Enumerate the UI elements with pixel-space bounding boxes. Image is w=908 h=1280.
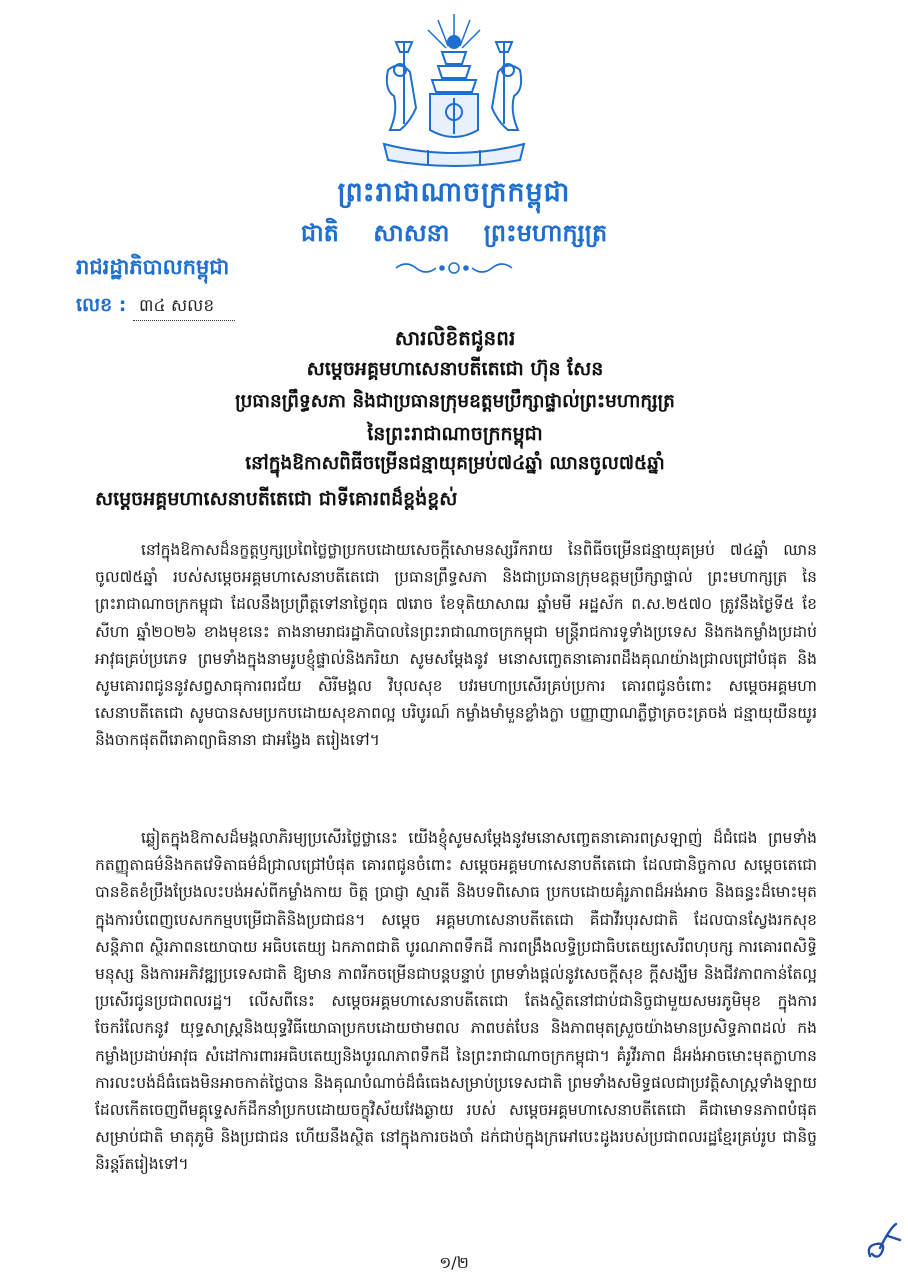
kingdom-name: ព្រះរាជាណាចក្រកម្ពុជា bbox=[337, 177, 571, 208]
government-name: រាជរដ្ឋាភិបាលកម្ពុជា bbox=[76, 255, 230, 279]
salutation: សម្តេចអគ្គមហាសេនាបតីតេជោ ជាទីគោរពដ៏ខ្ពង់ខ្ពស់ bbox=[95, 488, 458, 510]
reference-line bbox=[76, 293, 235, 321]
ornament-divider-icon bbox=[392, 258, 516, 278]
recipient-position: ប្រធានព្រឹទ្ធសភា និងជាប្រធានក្រុមឧត្តមប្រឹក្សាផ្ទាល់ព្រះមហាក្សត្រ bbox=[235, 391, 675, 412]
recipient-name: សម្តេចអគ្គមហាសេនាបតីតេជោ ហ៊ុន សែន bbox=[306, 358, 604, 380]
letter-title: សារលិខិតជូនពរ bbox=[394, 326, 516, 350]
reference-number: ៣៤ សលខ bbox=[133, 295, 235, 321]
occasion-line: នៅក្នុងឱកាសពិធីចម្រើនជន្មាយុគម្រប់៧៤ឆ្នាំ ឈានចូល៧៥ឆ្នាំ bbox=[245, 453, 665, 474]
reference-label: លេខ : bbox=[76, 294, 127, 316]
national-motto: ជាតិ សាសនា ព្រះមហាក្សត្រ bbox=[300, 219, 608, 247]
body-paragraph-1: នៅក្នុងឱកាសដ៏នក្ខត្តឫក្សប្រពៃថ្លៃថ្លាប្រកបដោយសេចក្តីសោមនស្សរីករាយ នៃពិធីចម្រើនជន្មាយុគម្រប់ ៧៤ឆ្នាំ ឈានចូល៧៥ឆ្នាំ របស់សម្តេចអគ្គមហាសេនាបតីតេជោ ប្រធានព្រឹទ្ធសភា និងជាប្រធានក្រុមឧត្តមប្រឹក្សាផ្ទាល់ ព្រះមហាក្សត្រ នៃព្រះរាជាណាចក្រកម្ពុជា ដែលនឹងប្រព្រឹត្តទៅនាថ្ងៃពុធ ៧រោច ខែទុតិយាសាឍ ឆ្នាំមមី អដ្ឋស័ក ព.ស.២៥៧០ ត្រូវនឹងថ្ងៃទី៥ ខែសីហា ឆ្នាំ២០២៦ ខាងមុខនេះ តាងនាមរាជរដ្ឋាភិបាលនៃព្រះរាជាណាចក្រកម្ពុជា មន្ត្រីរាជការទូទាំងប្រទេស និងកងកម្លាំងប្រដាប់អាវុធគ្រប់ប្រភេទ ព្រមទាំងក្នុងនាមរូបខ្ញុំផ្ទាល់និងភរិយា សូមសម្តែងនូវ មនោសញ្ចេតនាគោរពដឹងគុណយ៉ាងជ្រាលជ្រៅបំផុត និងសូមគោរពជូននូវសព្វសាធុការពរជ័យ សិរីមង្គល វិបុលសុខ បវរមហាប្រសើរគ្រប់ប្រការ គោរពជូនចំពោះ សម្តេចអគ្គមហាសេនាបតីតេជោ សូមបានសមប្រកបដោយសុខភាពល្អ បរិបូរណ៍ កម្លាំងមាំមួនខ្លាំងក្លា បញ្ញាញាណភ្លឺថ្លាត្រចះត្រចង់ ជន្មាយុយឺនយូរ និងចាកផុតពីរោគាព្យាធិនានា ជាអង្វែង តរៀងទៅ។ bbox=[95, 541, 817, 750]
body-paragraph-2: ឆ្លៀតក្នុងឱកាសដ៏មង្គលាភិរម្យប្រសើរថ្លៃថ្លានេះ យើងខ្ញុំសូមសម្តែងនូវមនោសញ្ចេតនាគោរពស្រឡាញ់ ដ៏ជំជេង ព្រមទាំងកតញ្ញុតាធម៌និងកតវេទិតាធម៌ដ៏ជ្រាលជ្រៅបំផុត គោរពជូនចំពោះ សម្តេចអគ្គមហាសេនាបតីតេជោ ដែលជានិច្ចកាល សម្តេចតេជោ បានខិតខំប្រឹងប្រែងលះបង់អស់ពីកម្លាំងកាយ ចិត្ត ប្រាជ្ញា ស្មារតី និងបទពិសោធ ប្រកបដោយគុំរូភាពដ៏អង់អាច និងធន្ធះដ៏មោះមុត ក្នុងការបំពេញបេសកកម្មបម្រើជាតិនិងប្រជាជន។ សម្តេច អគ្គមហាសេនាបតីតេជោ គឺជាវីរបុរសជាតិ ដែលបានស្វែងរកសុខសន្តិភាព ស្ថិរភាពនយោបាយ អធិបតេយ្យ ឯកភាពជាតិ បូរណភាពទឹកដី ការពង្រឹងលទ្ធិប្រជាធិបតេយ្យសេរីពហុបក្ស ការគោរពសិទ្ធិមនុស្ស និងការអភិវឌ្ឍប្រទេសជាតិ ឱ្យមាន ភាពរីកចម្រើនជាបន្តបន្ទាប់ ព្រមទាំងផ្តល់នូវសេចក្តីសុខ ក្តីសង្ឃឹម និងជីវភាពកាន់តែល្អប្រសើរជូនប្រជាពលរដ្ឋ។ លើសពីនេះ សម្តេចអគ្គមហាសេនាបតីតេជោ តែងស្ថិតនៅជាប់ជានិច្ចជាមួយសមរភូមិមុខ ក្នុងការចែករំលែកនូវ យុទ្ធសាស្ត្រនិងយុទ្ធវិធីយោធាប្រកបដោយថាមពល ភាពបត់បែន និងភាពមុតស្រួចយ៉ាងមានប្រសិទ្ធភាពដល់ កងកម្លាំងប្រដាប់អាវុធ សំដៅការពារអធិបតេយ្យនិងបូរណភាពទឹកដី នៃព្រះរាជាណាចក្រកម្ពុជា។ គំរូវីរភាព ដ៏អង់អាចមោះមុតក្លាហាន ការលះបង់ដ៏ធំធេងមិនអាចកាត់ថ្លៃបាន និងគុណបំណាច់ដ៏ធំធេងសម្រាប់ប្រទេសជាតិ ព្រមទាំងសមិទ្ធផលជាប្រវត្តិសាស្ត្រទាំងឡាយ ដែលកើតចេញពីមគ្គុទ្ទេសក៍ដឹកនាំប្រកបដោយចក្ខុវិស័យវែងឆ្ងាយ របស់ សម្តេចអគ្គមហាសេនាបតីតេជោ គឺជាមោទនភាពបំផុតសម្រាប់ជាតិ មាតុភូមិ និងប្រជាជន ហើយនឹងស្ថិត នៅក្នុងការចងចាំ ដក់ជាប់ក្នុងក្រអៅបេះដូងរបស់ប្រជាពលរដ្ឋខ្មែរគ្រប់រូប ជានិច្ចនិរន្តរ៍តរៀងទៅ។ bbox=[95, 829, 817, 1174]
recipient-kingdom: នៃព្រះរាជាណាចក្រកម្ពុជា bbox=[367, 423, 543, 445]
page-number: ១/២ bbox=[439, 1253, 469, 1272]
royal-emblem-icon bbox=[370, 12, 538, 172]
